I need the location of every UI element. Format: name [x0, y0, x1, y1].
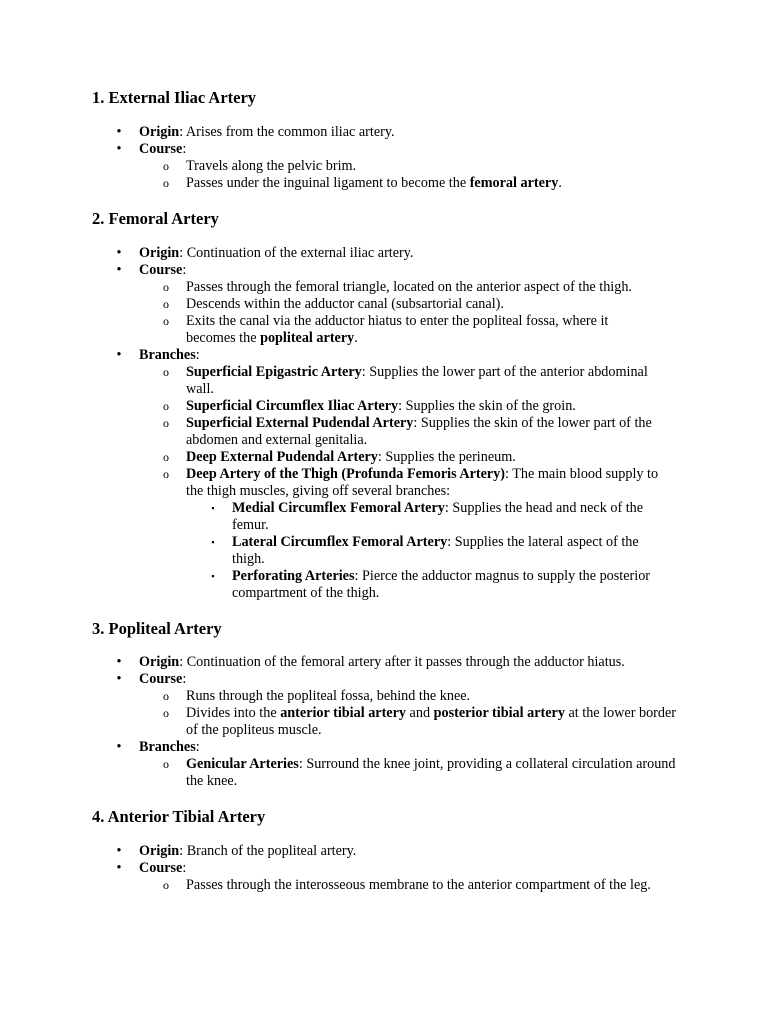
circle-marker: o — [163, 176, 169, 190]
circle-marker: o — [163, 297, 169, 311]
bullet-marker: • — [116, 141, 122, 157]
circle-marker: o — [163, 280, 169, 294]
circle-marker: o — [163, 706, 169, 720]
circle-marker: o — [163, 450, 169, 464]
bullet-marker: • — [116, 124, 122, 140]
circle-marker: o — [163, 314, 169, 328]
section-title: 3. Popliteal Artery — [92, 619, 222, 638]
circle-marker: o — [163, 467, 169, 481]
document-page: 1. External Iliac Artery • Origin: Arises from the common iliac artery. • Course: o Travels along the pelvic brim. o Passes under the inguinal ligament to become the femoral artery. 2. Femoral Artery • Origin: Continuation of the external iliac artery. • Course: o Passes through the femoral triangle, located on the anterior aspect of the thigh. o Descends within the adductor canal (subsartorial canal). o Exits the canal via the adductor hiatus to enter the popliteal fossa, where it becomes the popliteal artery. • Branches: o Superficial Epigastric Artery: Supplies the lower part of the anterior abdominal wall. o Superficial Circumflex Iliac Artery: Supplies the skin of the groin. o Superficial External Pudendal Artery: Supplies the skin of the lower part of the abdomen and external genitalia. o Deep External Pudendal Artery: Supplies the perineum. o Deep Artery of the Thigh (Profunda Femoris Artery): The main blood supply to the thigh muscles, giving off several branches: ▪ Medial Circumflex Femoral Artery: Supplies the head and neck of the femur. ▪ Lateral Circumflex Femoral Artery: Supplies the lateral aspect of the thigh. ▪ Perforating Arteries: Pierce the adductor magnus to supply the posterior compartment of the thigh. 3. Popliteal Artery • Origin: Continuation of the femoral artery after it passes through the adductor hiatus. • Course: o Runs through the popliteal fossa, behind the knee. o Divides into the anterior tibial artery and posterior tibial artery at the lower border of the popliteus muscle. • Branches: o Genicular Arteries: Surround the knee joint, providing a collateral circulation around the knee. 4. Anterior Tibial Artery • Origin: Branch of the popliteal artery. • Course: o Passes through the interosseous membrane to the anterior compartment of the leg. — [92, 88, 677, 893]
square-marker: ▪ — [211, 571, 215, 581]
square-marker: ▪ — [211, 503, 215, 513]
section-title: 2. Femoral Artery — [92, 209, 219, 228]
bullet-marker: • — [116, 245, 122, 261]
bullet-marker: • — [116, 654, 122, 670]
bullet-marker: • — [116, 843, 122, 859]
circle-marker: o — [163, 689, 169, 703]
bullet-marker: • — [116, 739, 122, 755]
circle-marker: o — [163, 159, 169, 173]
bullet-marker: • — [116, 860, 122, 876]
bullet-marker: • — [116, 671, 122, 687]
circle-marker: o — [163, 757, 169, 771]
circle-marker: o — [163, 365, 169, 379]
bullet-marker: • — [116, 262, 122, 278]
square-marker: ▪ — [211, 537, 215, 547]
section-title: 1. External Iliac Artery — [92, 88, 257, 107]
circle-marker: o — [163, 416, 169, 430]
bullet-marker: • — [116, 347, 122, 363]
circle-marker: o — [163, 878, 169, 892]
section-title: 4. Anterior Tibial Artery — [92, 807, 266, 826]
circle-marker: o — [163, 399, 169, 413]
